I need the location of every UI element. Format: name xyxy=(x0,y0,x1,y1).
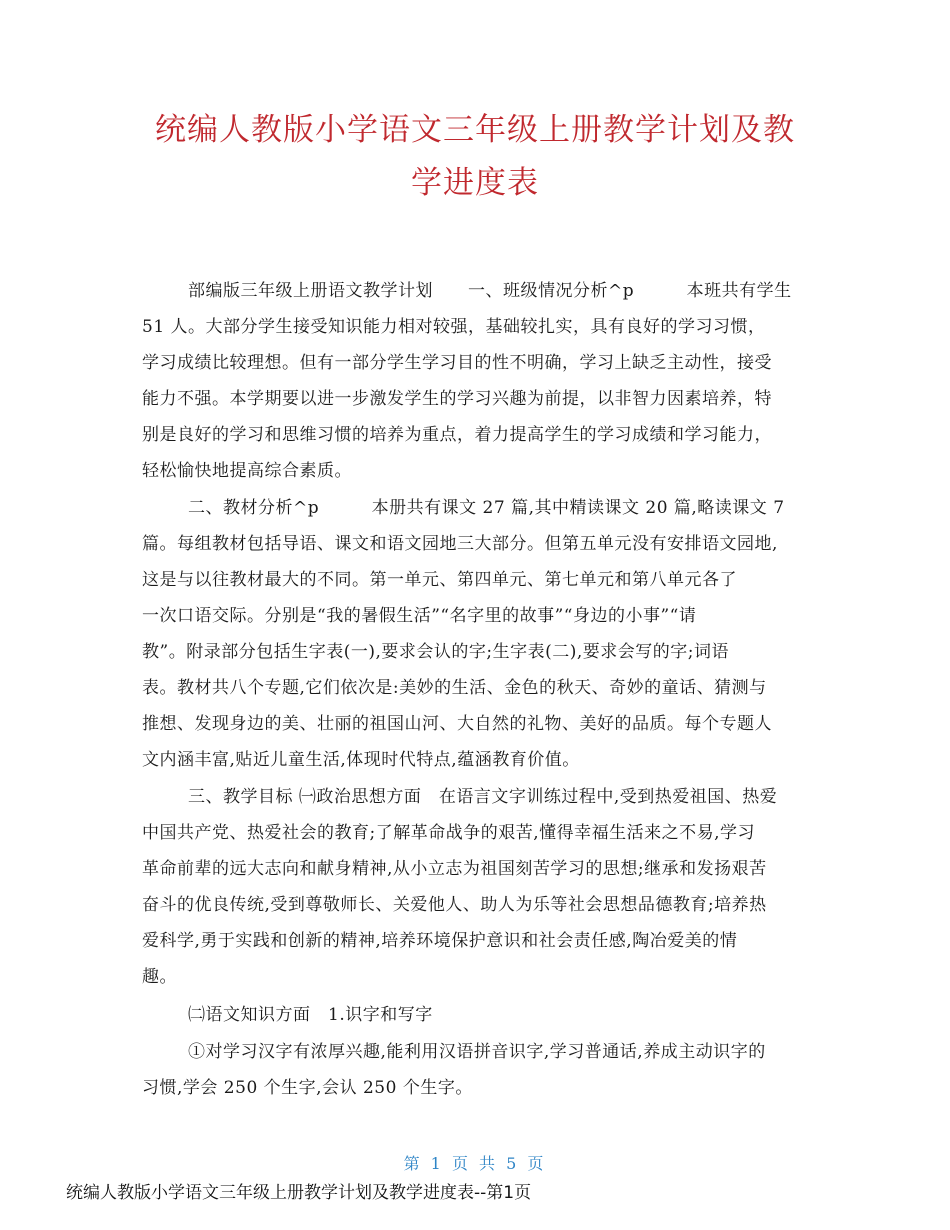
body-line: 学习成绩比较理想。但有一部分学生学习目的性不明确，学习上缺乏主动性，接受 xyxy=(142,353,772,373)
body-line: 推想、发现身边的美、壮丽的祖国山河、大自然的礼物、美好的品质。每个专题人 xyxy=(142,714,772,734)
body-line: 文内涵丰富,贴近儿童生活,体现时代特点,蕴涵教育价值。 xyxy=(142,750,580,770)
page-footer: 统编人教版小学语文三年级上册教学计划及教学进度表--第1页 xyxy=(66,1183,532,1203)
body-line: 表。教材共八个专题,它们依次是:美妙的生活、金色的秋天、奇妙的童话、猜测与 xyxy=(142,678,767,698)
body-line: ①对学习汉字有浓厚兴趣,能利用汉语拼音识字,学习普通话,养成主动识字的 xyxy=(188,1042,766,1062)
body-line: 三、教学目标 ㈠政治思想方面 在语言文字训练过程中,受到热爱祖国、热爱 xyxy=(188,787,778,807)
body-line: 能力不强。本学期要以进一步激发学生的学习兴趣为前提，以非智力因素培养，特 xyxy=(142,389,772,409)
document-title-line-2: 学进度表 xyxy=(411,165,539,201)
body-line: 部编版三年级上册语文教学计划 一、班级情况分析^p 本班共有学生 xyxy=(188,281,792,301)
document-title-line-1: 统编人教版小学语文三年级上册教学计划及教 xyxy=(155,112,795,148)
body-line: 习惯,学会 250 个生字,会认 250 个生字。 xyxy=(142,1078,473,1098)
body-line: 革命前辈的远大志向和献身精神,从小立志为祖国刻苦学习的思想;继承和发扬艰苦 xyxy=(142,859,767,879)
body-line: 这是与以往教材最大的不同。第一单元、第四单元、第七单元和第八单元各了 xyxy=(142,570,737,590)
body-line: 二、教材分析^p 本册共有课文 27 篇,其中精读课文 20 篇,略读课文 7 xyxy=(188,498,785,518)
page-indicator: 第 1 页 共 5 页 xyxy=(403,1154,547,1173)
body-line: 中国共产党、热爱社会的教育;了解革命战争的艰苦,懂得幸福生活来之不易,学习 xyxy=(142,823,756,843)
body-line: 一次口语交际。分别是“我的暑假生活”“名字里的故事”“身边的小事”“请 xyxy=(142,606,697,626)
body-line: 趣。 xyxy=(142,967,177,987)
body-line: 别是良好的学习和思维习惯的培养为重点，着力提高学生的学习成绩和学习能力， xyxy=(142,425,772,445)
body-line: 51 人。大部分学生接受知识能力相对较强，基础较扎实，具有良好的学习习惯， xyxy=(142,317,766,337)
body-line: 轻松愉快地提高综合素质。 xyxy=(142,461,352,481)
body-line: 奋斗的优良传统,受到尊敬师长、关爱他人、助人为乐等社会思想品德教育;培养热 xyxy=(142,895,767,915)
body-line: 爱科学,勇于实践和创新的精神,培养环境保护意识和社会责任感,陶冶爱美的情 xyxy=(142,931,738,951)
body-line: ㈡语文知识方面 1.识字和写字 xyxy=(188,1005,433,1025)
body-line: 篇。每组教材包括导语、课文和语文园地三大部分。但第五单元没有安排语文园地, xyxy=(142,534,778,554)
body-line: 教”。附录部分包括生字表(一),要求会认的字;生字表(二),要求会写的字;词语 xyxy=(142,642,729,662)
